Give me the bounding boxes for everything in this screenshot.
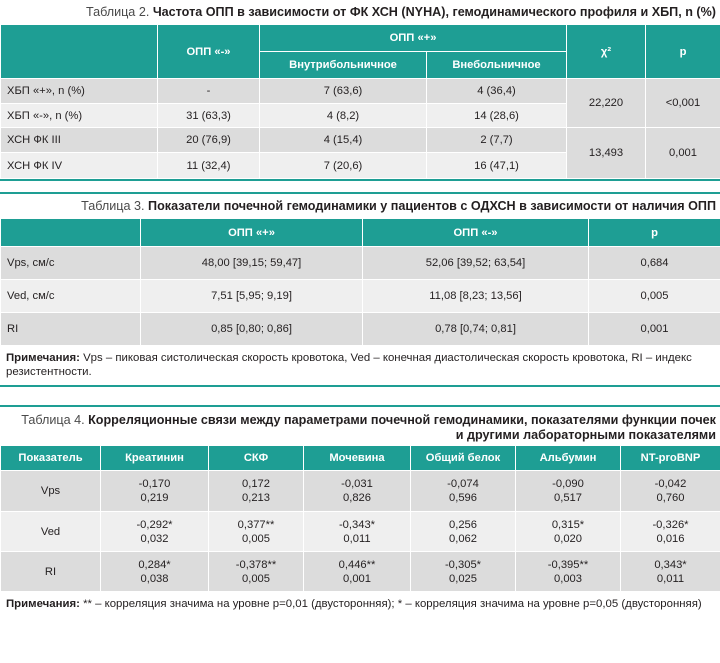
table3-cell: 0,684 (589, 247, 720, 280)
table4-note-label: Примечания: (6, 598, 80, 610)
table3-row-label: RI (1, 313, 141, 346)
table3-cell: 11,08 [8,23; 13,56] (363, 280, 589, 313)
table4-p: 0,596 (449, 492, 477, 504)
table3-cell: 0,005 (589, 280, 720, 313)
table4-r: 0,172 (242, 478, 270, 490)
table2-caption-lead: Таблица 2. (85, 5, 153, 19)
table3-row-label: Ved, см/с (1, 280, 141, 313)
table3-header-opp-pos: ОПП «+» (141, 219, 363, 247)
table2-p-1: <0,001 (646, 79, 720, 128)
table2-chi-2: 13,493 (567, 128, 646, 179)
table-row (1, 471, 720, 512)
table3-header-p: р (589, 219, 720, 247)
table4-p: 0,003 (554, 572, 582, 585)
table4-p: 0,016 (656, 532, 685, 545)
table2-caption-title: Частота ОПП в зависимости от ФК ХСН (NYHA), гемодинамического профиля и ХБП, n (%) (152, 5, 716, 19)
table3 (0, 218, 720, 346)
table4-r: -0,326* (652, 518, 689, 531)
table2-row-label: ХСН ФК IV (1, 153, 158, 179)
table2-chi-1: 22,220 (567, 79, 646, 128)
table4-p: 0,011 (343, 532, 371, 545)
table4-cell (304, 471, 411, 512)
table4-header-total-protein: Общий белок (411, 446, 516, 471)
table4-r: 0,446** (338, 558, 376, 571)
table4-cell (516, 552, 621, 592)
table4-cell (101, 471, 209, 512)
table4-p: 0,826 (343, 492, 371, 504)
table4-row-label: Ved (1, 512, 101, 552)
table2-cell: 16 (47,1) (427, 153, 567, 179)
table2-cell: 7 (20,6) (260, 153, 427, 179)
table-row (1, 79, 720, 104)
table4-caption-line1: Корреляционные связи между параметрами почечной гемодинамики, показателями функции почек (88, 413, 716, 427)
table2 (0, 24, 720, 179)
table4-header-urea: Мочевина (304, 446, 411, 471)
table4-r: -0,090 (552, 478, 584, 490)
table2-cell: 14 (28,6) (427, 104, 567, 128)
table4-caption-line2: и другими лабораторными показателями (455, 428, 716, 442)
table2-header-empty (1, 25, 158, 79)
table4-cell (411, 512, 516, 552)
table-row (1, 512, 720, 552)
table2-cell: 4 (15,4) (260, 128, 427, 153)
table4-r: -0,074 (447, 478, 479, 490)
table4-p: 0,219 (140, 492, 169, 504)
table4-r: 0,377** (237, 518, 275, 531)
table4-caption-lead: Таблица 4. (21, 413, 89, 427)
table4-p: 0,005 (242, 572, 270, 585)
table4-p: 0,760 (656, 492, 685, 504)
table3-cell: 48,00 [39,15; 59,47] (141, 247, 363, 280)
table4-r: -0,395** (547, 558, 589, 571)
table4-header-ntprobnp: NT-proBNP (621, 446, 720, 471)
table4-cell (621, 512, 720, 552)
table4-p: 0,213 (242, 492, 270, 504)
table4-section (0, 405, 720, 629)
table4-cell (209, 471, 304, 512)
table2-header-p: р (646, 25, 720, 79)
table4-r: -0,042 (654, 478, 687, 490)
table-row (1, 552, 720, 592)
table4-r: -0,031 (341, 478, 373, 490)
table3-note (0, 346, 720, 385)
table4-r: -0,170 (138, 478, 171, 490)
table2-cell: - (158, 79, 260, 104)
table4-header-gfr: СКФ (209, 446, 304, 471)
table4-p: 0,025 (449, 572, 477, 585)
table4-p: 0,038 (140, 572, 169, 585)
table2-row-label: ХБП «+», n (%) (1, 79, 158, 104)
table4-r: 0,343* (654, 558, 687, 571)
table4 (0, 445, 720, 592)
table4-r: -0,305* (444, 558, 482, 571)
table4-caption (0, 407, 720, 445)
table-row (1, 313, 720, 346)
table2-row-label: ХБП «-», n (%) (1, 104, 158, 128)
table4-note (0, 592, 720, 629)
table2-cell: 2 (7,7) (427, 128, 567, 153)
table4-row-label: RI (1, 552, 101, 592)
table3-cell: 52,06 [39,52; 63,54] (363, 247, 589, 280)
table4-p: 0,005 (242, 532, 270, 545)
table4-r: 0,315* (551, 518, 585, 531)
table2-header-chi: χ² (567, 25, 646, 79)
table4-p: 0,001 (343, 572, 371, 585)
table4-p: 0,517 (554, 492, 582, 504)
table4-cell (411, 471, 516, 512)
table3-header-opp-neg: ОПП «-» (363, 219, 589, 247)
table4-note-text: ** – корреляция значима на уровне р=0,01 (двусторонняя); * – корреляция значима на уровне р=0,05 (двусторонняя) (79, 598, 702, 610)
table4-r: 0,284* (138, 558, 171, 571)
table2-row-label: ХСН ФК III (1, 128, 158, 153)
table3-caption-lead: Таблица 3. (81, 199, 149, 213)
table4-cell (411, 552, 516, 592)
table4-cell (101, 512, 209, 552)
table4-r: 0,256 (449, 518, 477, 531)
table4-cell (209, 512, 304, 552)
table4-r: -0,343* (338, 518, 376, 531)
table3-note-text: Vps – пиковая систолическая скорость кровотока, Ved – конечная диастолическая скорость кровотока, RI – индекс резистентности. (6, 352, 692, 378)
table4-p: 0,020 (554, 532, 582, 545)
table3-row-label: Vps, см/с (1, 247, 141, 280)
table3-note-label: Примечания: (6, 352, 80, 364)
table2-header-intra: Внутрибольничное (260, 52, 427, 79)
table4-header-indicator: Показатель (1, 446, 101, 471)
table2-header-opp-neg: ОПП «-» (158, 25, 260, 79)
table2-header-opp-pos: ОПП «+» (260, 25, 567, 52)
table3-cell: 0,85 [0,80; 0,86] (141, 313, 363, 346)
table2-header-extra: Внебольничное (427, 52, 567, 79)
table2-cell: 4 (36,4) (427, 79, 567, 104)
table4-p: 0,032 (140, 532, 169, 545)
table3-section (0, 192, 720, 387)
table-row (1, 128, 720, 153)
table4-cell (101, 552, 209, 592)
table4-cell (209, 552, 304, 592)
table2-cell: 20 (76,9) (158, 128, 260, 153)
table4-cell (621, 471, 720, 512)
table4-cell (516, 512, 621, 552)
table4-p: 0,011 (656, 572, 685, 585)
table2-section (0, 0, 720, 181)
table4-r: -0,292* (136, 518, 173, 531)
table2-cell: 7 (63,6) (260, 79, 427, 104)
table4-header-albumin: Альбумин (516, 446, 621, 471)
table3-cell: 0,78 [0,74; 0,81] (363, 313, 589, 346)
table2-cell: 4 (8,2) (260, 104, 427, 128)
table4-cell (304, 512, 411, 552)
table-row (1, 247, 720, 280)
table4-cell (516, 471, 621, 512)
table2-p-2: 0,001 (646, 128, 720, 179)
table2-caption (0, 0, 720, 24)
table3-header-empty (1, 219, 141, 247)
table2-cell: 31 (63,3) (158, 104, 260, 128)
table4-r: -0,378** (235, 558, 277, 571)
table4-header-creatinine: Креатинин (101, 446, 209, 471)
table4-cell (621, 552, 720, 592)
table4-p: 0,062 (449, 532, 477, 545)
table-row (1, 280, 720, 313)
table2-cell: 11 (32,4) (158, 153, 260, 179)
table3-caption (0, 194, 720, 218)
table3-cell: 7,51 [5,95; 9,19] (141, 280, 363, 313)
table4-cell (304, 552, 411, 592)
table4-row-label: Vps (1, 471, 101, 512)
table3-cell: 0,001 (589, 313, 720, 346)
table3-caption-title: Показатели почечной гемодинамики у пациентов с ОДХСН в зависимости от наличия ОПП (148, 199, 716, 213)
